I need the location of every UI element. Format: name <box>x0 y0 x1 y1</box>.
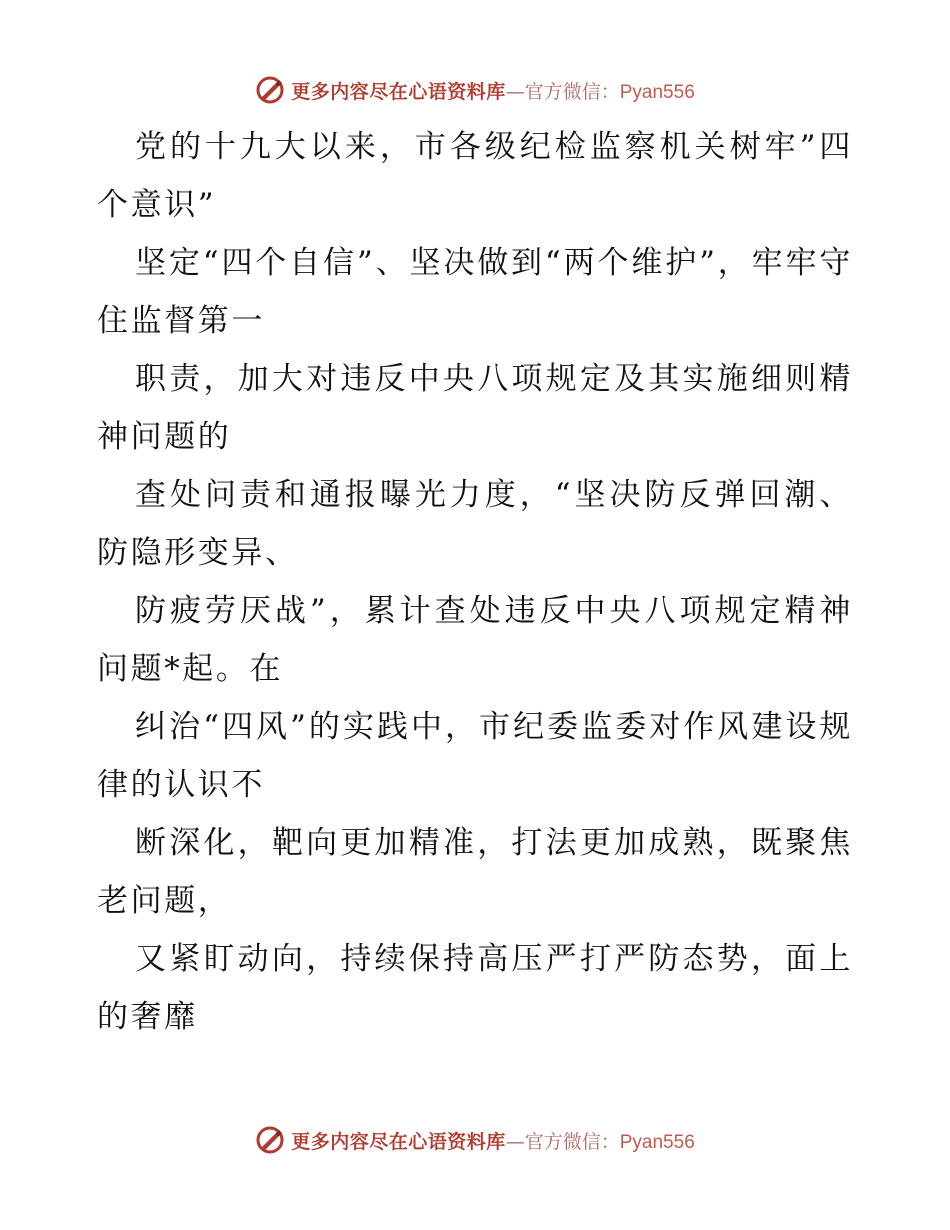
watermark-text <box>291 1127 695 1154</box>
pen-logo-icon <box>255 75 285 105</box>
watermark-sub: —官方微信： <box>505 80 620 103</box>
watermark-id: Pyan556 <box>619 1131 695 1153</box>
paragraph-1: 党的十九大以来，市各级纪检监察机关树牢”四个意识” <box>97 129 853 223</box>
paragraph-2: 坚定“四个自信”、坚决做到“两个维护”，牢牢守住监督第一 <box>97 245 853 339</box>
watermark-id: Pyan556 <box>619 81 695 103</box>
watermark-sub: —官方微信： <box>505 1130 620 1153</box>
paragraph-8: 又紧盯动向，持续保持高压严打严防态势，面上的奢靡 <box>97 941 853 1035</box>
watermark-text <box>291 77 695 104</box>
pen-logo-icon <box>255 1125 285 1155</box>
paragraph-7: 断深化，靶向更加精准，打法更加成熟，既聚焦老问题， <box>97 825 853 919</box>
paragraph-4: 查处问责和通报曝光力度，“坚决防反弹回潮、防隐形变异、 <box>97 477 853 571</box>
watermark-main: 更多内容尽在心语资料库 <box>291 1130 506 1153</box>
watermark-main: 更多内容尽在心语资料库 <box>291 80 506 103</box>
paragraph-5: 防疲劳厌战”，累计查处违反中央八项规定精神问题*起。在 <box>97 593 853 687</box>
header-watermark <box>0 70 950 110</box>
paragraph-3: 职责，加大对违反中央八项规定及其实施细则精神问题的 <box>97 361 853 455</box>
paragraph-6: 纠治“四风”的实践中，市纪委监委对作风建设规律的认识不 <box>97 709 853 803</box>
footer-watermark <box>0 1120 950 1160</box>
document-body <box>97 118 853 1046</box>
